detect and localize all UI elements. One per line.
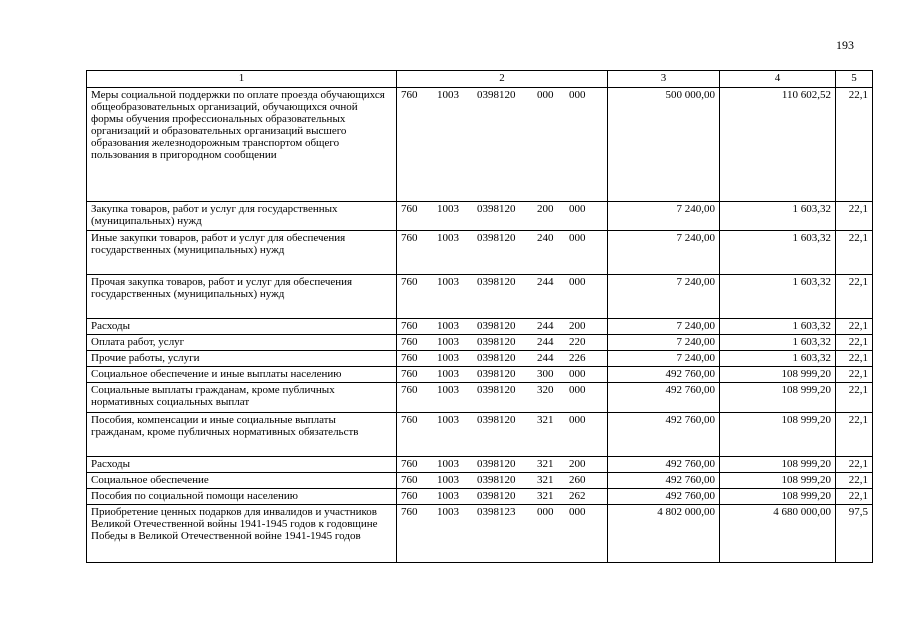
code-part-1: 760 — [401, 458, 418, 470]
row-code — [397, 351, 608, 367]
code-part-4: 000 — [537, 89, 554, 101]
row-name: Закупка товаров, работ и услуг для государственных (муниципальных) нужд — [87, 202, 397, 231]
column-header-row — [87, 71, 873, 88]
table-row — [87, 351, 873, 367]
table-row — [87, 413, 873, 457]
code-part-4: 321 — [537, 490, 554, 502]
code-part-2: 1003 — [437, 506, 459, 518]
row-name: Пособия по социальной помощи населению — [87, 489, 397, 505]
code-part-3: 0398120 — [477, 474, 516, 486]
row-code — [397, 489, 608, 505]
table-row — [87, 319, 873, 335]
column-header-5: 5 — [836, 71, 873, 88]
code-part-2: 1003 — [437, 384, 459, 396]
row-plan-amount: 492 760,00 — [608, 457, 720, 473]
code-part-4: 321 — [537, 458, 554, 470]
table-row — [87, 202, 873, 231]
row-percent: 22,1 — [836, 489, 873, 505]
row-plan-amount: 492 760,00 — [608, 383, 720, 413]
row-percent: 97,5 — [836, 505, 873, 563]
code-part-4: 244 — [537, 320, 554, 332]
code-part-1: 760 — [401, 276, 418, 288]
row-percent: 22,1 — [836, 88, 873, 202]
code-part-5: 000 — [569, 203, 586, 215]
table-row — [87, 275, 873, 319]
code-part-1: 760 — [401, 320, 418, 332]
row-plan-amount: 7 240,00 — [608, 319, 720, 335]
row-percent: 22,1 — [836, 202, 873, 231]
code-part-4: 000 — [537, 506, 554, 518]
row-fact-amount: 1 603,32 — [720, 319, 836, 335]
row-fact-amount: 1 603,32 — [720, 335, 836, 351]
code-part-4: 244 — [537, 336, 554, 348]
row-code — [397, 367, 608, 383]
code-part-5: 000 — [569, 414, 586, 426]
row-fact-amount: 108 999,20 — [720, 413, 836, 457]
row-fact-amount: 1 603,32 — [720, 275, 836, 319]
row-percent: 22,1 — [836, 413, 873, 457]
row-name: Пособия, компенсации и иные социальные выплаты гражданам, кроме публичных нормативных обязательств — [87, 413, 397, 457]
code-part-1: 760 — [401, 89, 418, 101]
row-name: Приобретение ценных подарков для инвалидов и участников Великой Отечественной войны 1941-1945 годов к годовщине Победы в Великой Отечественной войне 1941-1945 годов — [87, 505, 397, 563]
code-part-2: 1003 — [437, 474, 459, 486]
code-part-3: 0398120 — [477, 336, 516, 348]
row-percent: 22,1 — [836, 275, 873, 319]
code-part-1: 760 — [401, 368, 418, 380]
row-plan-amount: 500 000,00 — [608, 88, 720, 202]
column-header-3: 3 — [608, 71, 720, 88]
row-plan-amount: 7 240,00 — [608, 275, 720, 319]
page-number: 193 — [836, 38, 854, 52]
code-part-2: 1003 — [437, 490, 459, 502]
code-part-5: 226 — [569, 352, 586, 364]
row-fact-amount: 108 999,20 — [720, 457, 836, 473]
table-row — [87, 473, 873, 489]
code-part-2: 1003 — [437, 352, 459, 364]
code-part-2: 1003 — [437, 276, 459, 288]
code-part-5: 220 — [569, 336, 586, 348]
code-part-5: 000 — [569, 276, 586, 288]
row-fact-amount: 108 999,20 — [720, 473, 836, 489]
row-percent: 22,1 — [836, 335, 873, 351]
code-part-3: 0398120 — [477, 203, 516, 215]
column-header-1: 1 — [87, 71, 397, 88]
code-part-1: 760 — [401, 474, 418, 486]
code-part-1: 760 — [401, 336, 418, 348]
row-percent: 22,1 — [836, 367, 873, 383]
code-part-1: 760 — [401, 232, 418, 244]
row-percent: 22,1 — [836, 351, 873, 367]
code-part-3: 0398120 — [477, 490, 516, 502]
code-part-5: 000 — [569, 506, 586, 518]
code-part-4: 321 — [537, 414, 554, 426]
table-row — [87, 383, 873, 413]
row-name: Социальное обеспечение — [87, 473, 397, 489]
row-name: Прочая закупка товаров, работ и услуг для обеспечения государственных (муниципальных) нужд — [87, 275, 397, 319]
row-plan-amount: 492 760,00 — [608, 367, 720, 383]
row-code — [397, 335, 608, 351]
code-part-5: 000 — [569, 384, 586, 396]
code-part-2: 1003 — [437, 458, 459, 470]
row-name: Социальные выплаты гражданам, кроме публичных нормативных социальных выплат — [87, 383, 397, 413]
row-code — [397, 383, 608, 413]
column-header-4: 4 — [720, 71, 836, 88]
code-part-2: 1003 — [437, 336, 459, 348]
code-part-3: 0398123 — [477, 506, 516, 518]
row-name: Оплата работ, услуг — [87, 335, 397, 351]
row-name: Меры социальной поддержки по оплате проезда обучающихся общеобразовательных организаций, обучающихся очной формы обучения профессиональных образовательных организаций и образовательных организаций высшего образования железнодорожным транспортом общего пользования в пригородном сообщении — [87, 88, 397, 202]
row-percent: 22,1 — [836, 383, 873, 413]
code-part-5: 262 — [569, 490, 586, 502]
row-name: Расходы — [87, 457, 397, 473]
code-part-4: 321 — [537, 474, 554, 486]
row-percent: 22,1 — [836, 319, 873, 335]
row-fact-amount: 4 680 000,00 — [720, 505, 836, 563]
row-plan-amount: 7 240,00 — [608, 335, 720, 351]
code-part-3: 0398120 — [477, 384, 516, 396]
code-part-4: 244 — [537, 352, 554, 364]
row-fact-amount: 108 999,20 — [720, 367, 836, 383]
row-plan-amount: 7 240,00 — [608, 231, 720, 275]
table-row — [87, 335, 873, 351]
row-plan-amount: 7 240,00 — [608, 202, 720, 231]
row-plan-amount: 492 760,00 — [608, 473, 720, 489]
table-row — [87, 457, 873, 473]
code-part-3: 0398120 — [477, 458, 516, 470]
row-percent: 22,1 — [836, 473, 873, 489]
row-plan-amount: 492 760,00 — [608, 413, 720, 457]
row-name: Расходы — [87, 319, 397, 335]
row-code — [397, 202, 608, 231]
row-percent: 22,1 — [836, 457, 873, 473]
code-part-3: 0398120 — [477, 368, 516, 380]
code-part-1: 760 — [401, 414, 418, 426]
row-percent: 22,1 — [836, 231, 873, 275]
code-part-1: 760 — [401, 506, 418, 518]
row-code — [397, 413, 608, 457]
code-part-5: 000 — [569, 368, 586, 380]
row-fact-amount: 1 603,32 — [720, 351, 836, 367]
table-row — [87, 231, 873, 275]
code-part-3: 0398120 — [477, 89, 516, 101]
table-row — [87, 367, 873, 383]
code-part-1: 760 — [401, 352, 418, 364]
row-name: Социальное обеспечение и иные выплаты населению — [87, 367, 397, 383]
code-part-1: 760 — [401, 490, 418, 502]
row-fact-amount: 1 603,32 — [720, 202, 836, 231]
table-row — [87, 489, 873, 505]
row-fact-amount: 108 999,20 — [720, 383, 836, 413]
row-plan-amount: 492 760,00 — [608, 489, 720, 505]
budget-table — [86, 70, 873, 563]
code-part-3: 0398120 — [477, 352, 516, 364]
code-part-2: 1003 — [437, 320, 459, 332]
row-fact-amount: 108 999,20 — [720, 489, 836, 505]
row-name: Прочие работы, услуги — [87, 351, 397, 367]
row-fact-amount: 1 603,32 — [720, 231, 836, 275]
code-part-2: 1003 — [437, 89, 459, 101]
code-part-3: 0398120 — [477, 320, 516, 332]
row-code — [397, 231, 608, 275]
code-part-5: 000 — [569, 232, 586, 244]
code-part-3: 0398120 — [477, 276, 516, 288]
code-part-2: 1003 — [437, 368, 459, 380]
code-part-4: 244 — [537, 276, 554, 288]
row-plan-amount: 7 240,00 — [608, 351, 720, 367]
code-part-2: 1003 — [437, 203, 459, 215]
code-part-1: 760 — [401, 203, 418, 215]
table-row — [87, 505, 873, 563]
code-part-2: 1003 — [437, 414, 459, 426]
code-part-2: 1003 — [437, 232, 459, 244]
column-header-2: 2 — [397, 71, 608, 88]
code-part-4: 240 — [537, 232, 554, 244]
row-name: Иные закупки товаров, работ и услуг для обеспечения государственных (муниципальных) нужд — [87, 231, 397, 275]
row-fact-amount: 110 602,52 — [720, 88, 836, 202]
row-code — [397, 319, 608, 335]
code-part-5: 200 — [569, 458, 586, 470]
code-part-3: 0398120 — [477, 232, 516, 244]
code-part-5: 260 — [569, 474, 586, 486]
code-part-4: 320 — [537, 384, 554, 396]
row-code — [397, 505, 608, 563]
row-code — [397, 473, 608, 489]
row-code — [397, 88, 608, 202]
table-row — [87, 88, 873, 202]
code-part-5: 000 — [569, 89, 586, 101]
code-part-5: 200 — [569, 320, 586, 332]
code-part-4: 300 — [537, 368, 554, 380]
code-part-3: 0398120 — [477, 414, 516, 426]
row-code — [397, 457, 608, 473]
code-part-1: 760 — [401, 384, 418, 396]
row-plan-amount: 4 802 000,00 — [608, 505, 720, 563]
code-part-4: 200 — [537, 203, 554, 215]
row-code — [397, 275, 608, 319]
